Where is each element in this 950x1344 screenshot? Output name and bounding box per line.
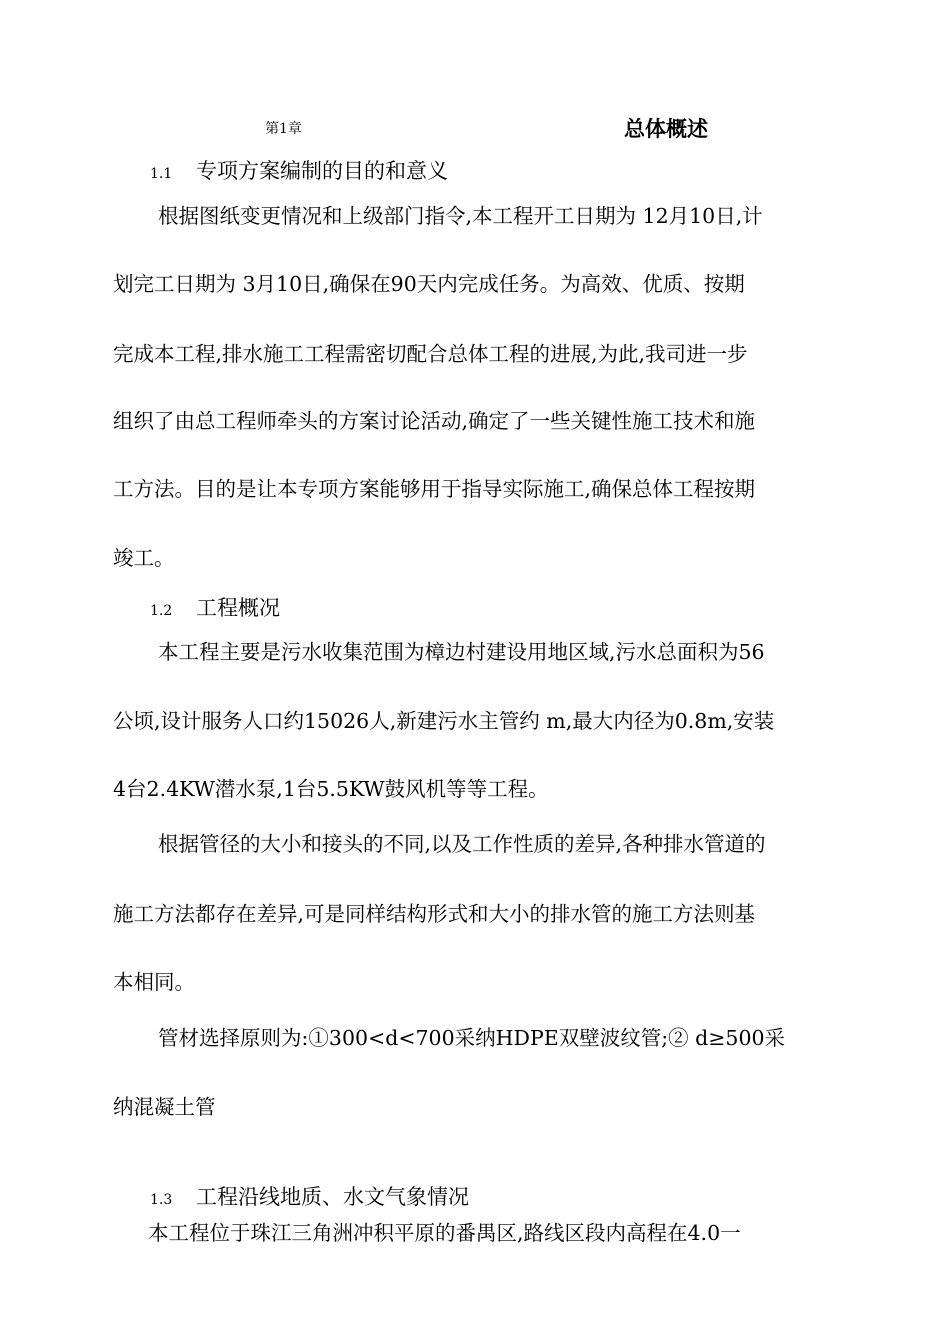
paragraph-line: 公顷,设计服务人口约15026人,新建污水主管约 m,最大内径为0.8m,安装 <box>113 709 775 733</box>
paragraph-line: 根据管径的大小和接头的不同,以及工作性质的差异,各种排水管道的 <box>158 832 766 856</box>
paragraph-line: 划完工日期为 3月10日,确保在90天内完成任务。为高效、优质、按期 <box>113 272 745 296</box>
paragraph-line: 工方法。目的是让本专项方案能够用于指导实际施工,确保总体工程按期 <box>113 477 756 501</box>
paragraph-line: 4台2.4KW潜水泵,1台5.5KW鼓风机等等工程。 <box>113 777 549 801</box>
paragraph-line: 本相同。 <box>113 970 195 994</box>
section-heading-1-3 <box>150 1181 469 1211</box>
paragraph-line: 本工程主要是污水收集范围为樟边村建设用地区域,污水总面积为56 <box>158 640 765 664</box>
section-title: 工程概况 <box>196 596 280 620</box>
paragraph-line: 本工程位于珠江三角洲冲积平原的番禺区,路线区段内高程在4.0一 <box>148 1221 741 1245</box>
section-title: 专项方案编制的目的和意义 <box>196 159 448 183</box>
section-number: 1.3 <box>150 1192 173 1208</box>
section-number: 1.2 <box>150 603 173 619</box>
section-heading-1-1 <box>150 155 448 185</box>
chapter-label: 第1章 <box>265 121 302 137</box>
paragraph-line: 管材选择原则为:①300<d<700采纳HDPE双壁波纹管;② d≥500采 <box>158 1026 786 1050</box>
chapter-title: 总体概述 <box>624 117 708 141</box>
paragraph-line: 纳混凝土管 <box>113 1095 216 1119</box>
paragraph-line: 施工方法都存在差异,可是同样结构形式和大小的排水管的施工方法则基 <box>113 902 756 926</box>
paragraph-line: 竣工。 <box>113 546 175 570</box>
section-heading-1-2 <box>150 592 280 622</box>
paragraph-line: 组织了由总工程师牵头的方案讨论活动,确定了一些关键性施工技术和施 <box>113 409 756 433</box>
section-number: 1.1 <box>150 166 173 182</box>
section-title: 工程沿线地质、水文气象情况 <box>196 1185 469 1209</box>
paragraph-line: 完成本工程,排水施工工程需密切配合总体工程的进展,为此,我司进一步 <box>113 342 748 366</box>
paragraph-line: 根据图纸变更情况和上级部门指令,本工程开工日期为 12月10日,计 <box>158 204 763 228</box>
